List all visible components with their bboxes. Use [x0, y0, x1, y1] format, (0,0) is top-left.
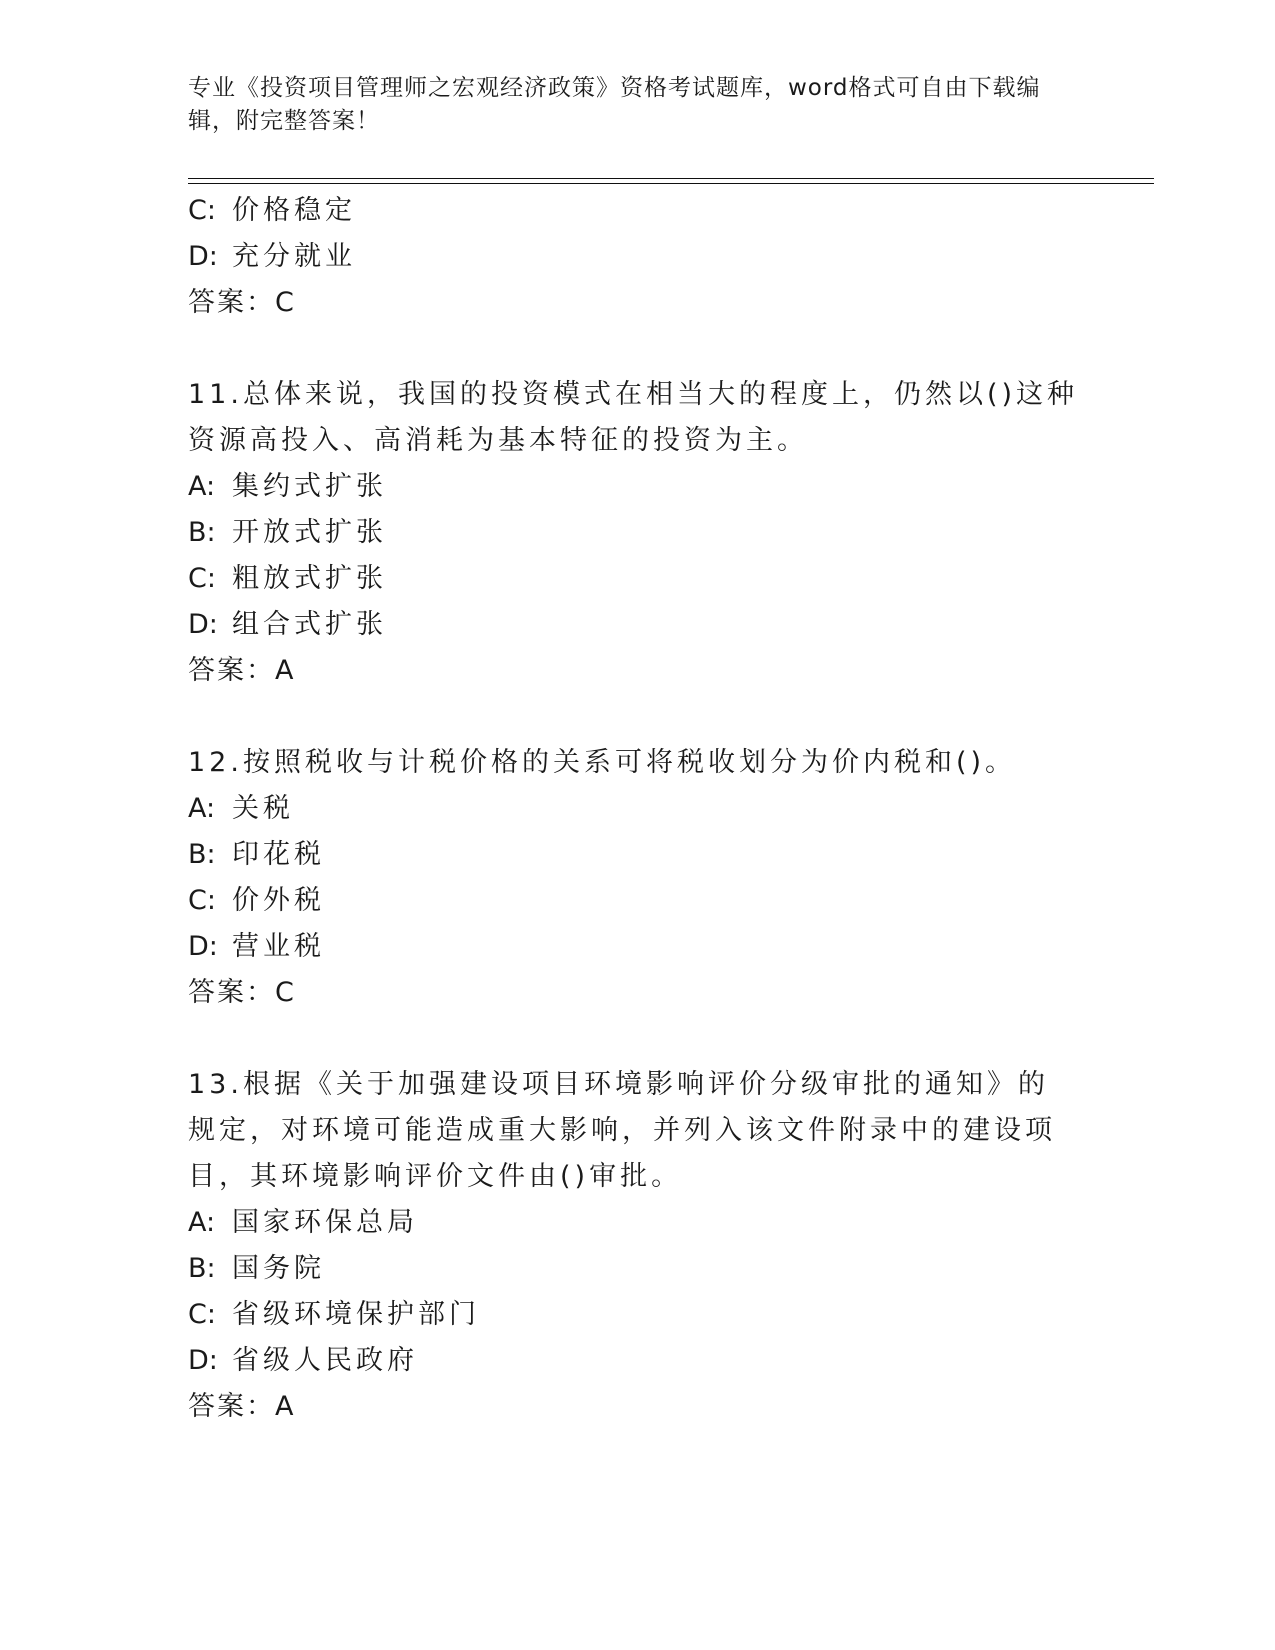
- option-key: C:: [188, 885, 216, 916]
- option-text: 组合式扩张: [232, 609, 387, 640]
- option-text: 集约式扩张: [232, 471, 387, 502]
- option-key: A:: [188, 1207, 216, 1238]
- option-text: 营业税: [232, 931, 325, 962]
- option-item: [188, 556, 1088, 602]
- header-divider-bottom: [188, 183, 1154, 184]
- option-item: [188, 878, 1088, 924]
- header-divider-top: [188, 178, 1154, 179]
- question-text: 12.按照税收与计税价格的关系可将税收划分为价内税和()。: [188, 747, 1017, 778]
- option-item: [188, 188, 1088, 234]
- option-key: B:: [188, 517, 216, 548]
- option-text: 充分就业: [232, 241, 356, 272]
- option-text: 国家环保总局: [232, 1207, 418, 1238]
- option-text: 关税: [232, 793, 294, 824]
- answer-line: 答案：A: [188, 1391, 296, 1422]
- option-item: [188, 602, 1088, 648]
- option-item: [188, 1292, 1088, 1338]
- answer-line: 答案：A: [188, 655, 296, 686]
- option-item: [188, 924, 1088, 970]
- question-text: 11.总体来说，我国的投资模式在相当大的程度上，仍然以()这种资源高投入、高消耗为基本特征的投资为主。: [188, 379, 1079, 456]
- spacer: [188, 1016, 1088, 1062]
- question-list: [188, 188, 1088, 1430]
- option-key: B:: [188, 839, 216, 870]
- document-header: 专业《投资项目管理师之宏观经济政策》资格考试题库，word格式可自由下载编辑，附完整答案！: [188, 75, 1041, 134]
- option-item: [188, 234, 1088, 280]
- option-key: C:: [188, 195, 216, 226]
- option-key: D:: [188, 241, 218, 272]
- spacer: [188, 326, 1088, 372]
- option-key: D:: [188, 931, 218, 962]
- option-key: D:: [188, 1345, 218, 1376]
- option-item: [188, 510, 1088, 556]
- option-key: B:: [188, 1253, 216, 1284]
- option-key: C:: [188, 563, 216, 594]
- option-text: 印花税: [232, 839, 325, 870]
- option-item: [188, 832, 1088, 878]
- option-text: 国务院: [232, 1253, 325, 1284]
- option-key: C:: [188, 1299, 216, 1330]
- option-text: 价格稳定: [232, 195, 356, 226]
- option-item: [188, 786, 1088, 832]
- answer-line: 答案：C: [188, 287, 296, 318]
- option-item: [188, 1246, 1088, 1292]
- option-item: [188, 1200, 1088, 1246]
- option-text: 省级人民政府: [232, 1345, 418, 1376]
- option-key: D:: [188, 609, 218, 640]
- option-text: 粗放式扩张: [232, 563, 387, 594]
- option-item: [188, 464, 1088, 510]
- option-text: 开放式扩张: [232, 517, 387, 548]
- option-item: [188, 1338, 1088, 1384]
- question-text: 13.根据《关于加强建设项目环境影响评价分级审批的通知》的规定，对环境可能造成重大影响，并列入该文件附录中的建设项目，其环境影响评价文件由()审批。: [188, 1069, 1056, 1192]
- option-text: 价外税: [232, 885, 325, 916]
- spacer: [188, 694, 1088, 740]
- answer-line: 答案：C: [188, 977, 296, 1008]
- option-key: A:: [188, 471, 216, 502]
- option-key: A:: [188, 793, 216, 824]
- option-text: 省级环境保护部门: [232, 1299, 480, 1330]
